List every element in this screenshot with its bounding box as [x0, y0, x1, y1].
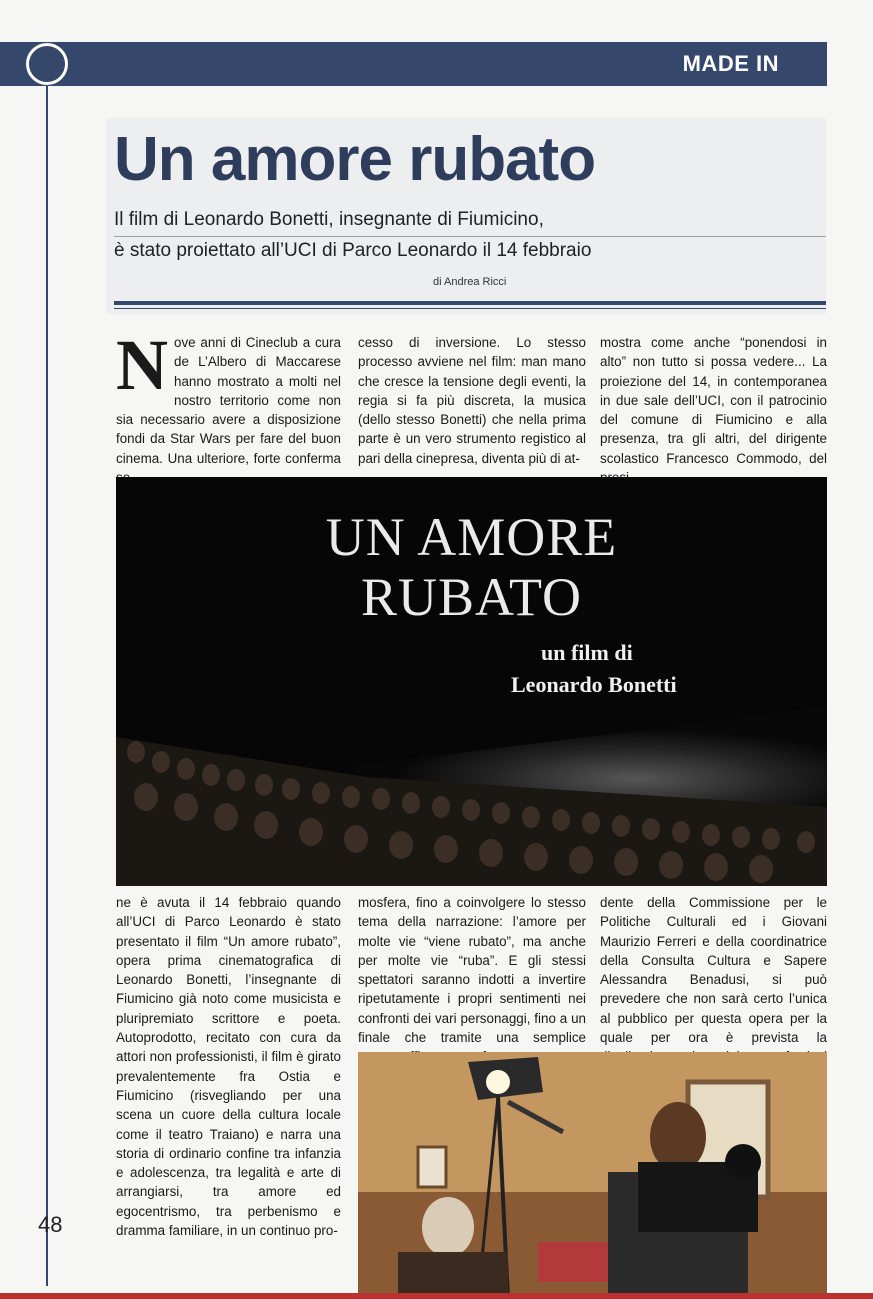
margin-rule — [46, 86, 48, 1286]
poster-credit-line-1: un film di — [541, 640, 633, 665]
poster-title-line-1: UN AMORE — [325, 507, 618, 567]
poster-credit — [511, 637, 677, 701]
subtitle-divider — [114, 236, 826, 237]
byline: di Andrea Ricci — [433, 276, 507, 288]
column-1-top-text: ove anni di Cineclub a cura de L’Albero di Maccarese hanno mostrato a molti nel nostro territorio come non sia necessario avere a disposizione fondi da Star Wars per fare del buon cinema. Una ulteriore, forte conferma — [116, 335, 341, 466]
footer-accent-bar — [0, 1293, 873, 1299]
film-set-illustration — [358, 1052, 827, 1299]
column-3-bottom: dente della Commissione per le Politiche Culturali ed i Giovani Maurizio Ferreri e della coordinatrice della Consulta Cultura e Sapere Alessandra Benadusi, si può prevedere che non sarà certo l’unica al pubblico per questa opera per la quale per ora è prevista la — [600, 895, 827, 1046]
poster-credit-line-2: Leonardo Bonetti — [511, 672, 677, 697]
article-subtitle — [114, 204, 826, 266]
magazine-logo-icon — [26, 43, 68, 85]
column-2-bottom: mosfera, fino a coinvolgere lo stesso tema della narrazione: l’amore per molte vie “viene rubato”, ma anche per molte vie “ruba”. E gli stessi spettatori saranno indotti a invertire ripetutamente i propri sentimenti nei confronti dei vari personaggi, fino a un finale che tramite una semplice — [358, 895, 586, 1046]
column-3-top: mostra come anche “ponendosi in alto” non tutto si possa vedere... La proiezione del 14, in contemporanea in due sale dell’UCI, con il patrocinio del comune di Fiumicino e alla presenza, tra gli altri, del dirigente scolastico Francesco Commodo, del — [600, 335, 827, 466]
article-title: Un amore rubato — [114, 125, 596, 194]
column-1-top — [116, 325, 341, 468]
poster-title — [116, 507, 827, 627]
column-2-top: cesso di inversione. Lo stesso processo avviene nel film: man mano che cresce la tensione degli eventi, la regia si fa più discreta, la musica (dello stesso Bonetti) che nella prima parte è un vero strumento registico al pari della cinepresa, diventa più di at- — [358, 335, 586, 466]
column-1-bottom: ne è avuta il 14 febbraio quando all’UCI di Parco Leonardo è stato presentato il film “Un amore rubato”, opera prima cinematografica di Leonardo Bonetti, l’insegnante di Fiumicino già noto come musicista e pluripremiato scrittore e poeta. Autoprodotto, recitato con cura da attori non professionisti, il film è girato prevalentemente fra Ostia e Fiumicino (risvegliando per una scena un cuore della cultura locale come il teatro Traiano) e narra una storia di ordinario confine tra infanzia e adolescenza, tra legalità e arte di arrangiarsi, tra amore ed egocentrismo, tra perbenismo e dramma familiare, in un continuo pro- — [116, 895, 341, 1239]
poster-title-line-2: RUBATO — [360, 567, 583, 627]
headline-rule-thin — [114, 308, 826, 309]
section-header-band — [0, 42, 827, 86]
subtitle-line-1: Il film di Leonardo Bonetti, insegnante di Fiumicino, — [114, 209, 544, 230]
drop-cap: N — [116, 325, 168, 405]
headline-rule-thick — [114, 301, 826, 305]
poster-image — [116, 477, 827, 886]
page-number: 48 — [38, 1212, 63, 1237]
section-label: MADE IN — [682, 51, 779, 76]
film-set-photo — [358, 1052, 827, 1299]
subtitle-line-2: è stato proiettato all’UCI di Parco Leonardo il 14 febbraio — [114, 240, 592, 261]
